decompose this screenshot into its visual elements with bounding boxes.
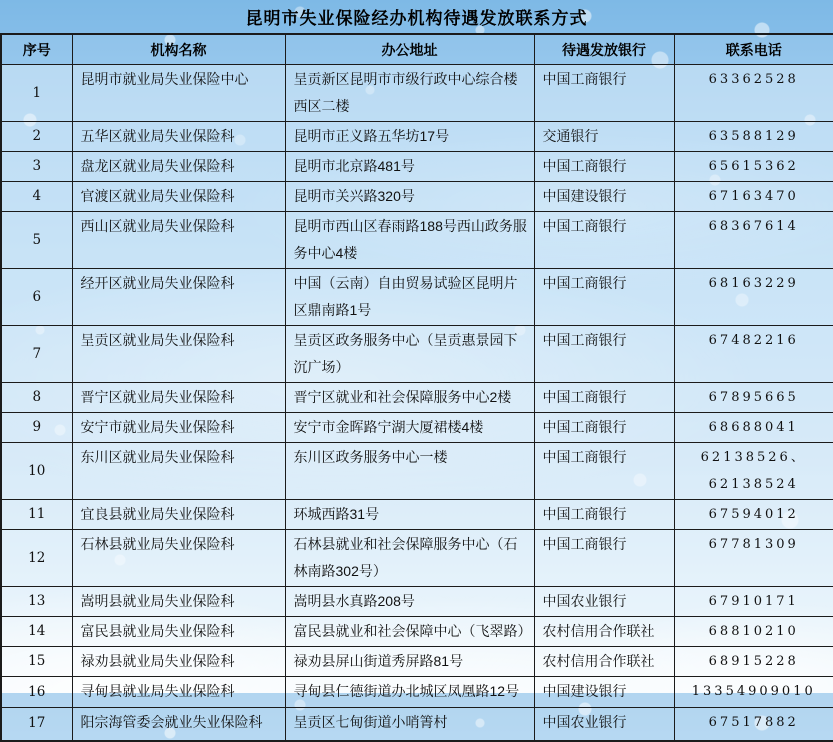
cell-phone: 65615362 xyxy=(674,152,833,182)
cell-phone: 68915228 xyxy=(674,647,833,677)
cell-seq: 6 xyxy=(1,269,72,326)
cell-seq: 13 xyxy=(1,587,72,617)
cell-seq: 10 xyxy=(1,443,72,500)
cell-bank: 中国农业银行 xyxy=(534,587,674,617)
column-header-4: 联系电话 xyxy=(674,34,833,65)
cell-address: 富民县就业和社会保障中心（飞翠路） xyxy=(285,617,534,647)
cell-address: 昆明市西山区春雨路188号西山政务服务中心4楼 xyxy=(285,212,534,269)
cell-seq: 2 xyxy=(1,122,72,152)
cell-seq: 17 xyxy=(1,708,72,741)
cell-name: 安宁市就业局失业保险科 xyxy=(72,413,285,443)
cell-name: 官渡区就业局失业保险科 xyxy=(72,182,285,212)
cell-address: 昆明市关兴路320号 xyxy=(285,182,534,212)
cell-bank: 中国工商银行 xyxy=(534,212,674,269)
table-row xyxy=(1,212,833,269)
cell-address: 呈贡新区昆明市市级行政中心综合楼西区二楼 xyxy=(285,65,534,122)
cell-address: 呈贡区政务服务中心（呈贡惠景园下沉广场） xyxy=(285,326,534,383)
cell-bank: 交通银行 xyxy=(534,122,674,152)
table-row xyxy=(1,500,833,530)
cell-name: 石林县就业局失业保险科 xyxy=(72,530,285,587)
cell-address: 呈贡区七甸街道小哨箐村 xyxy=(285,708,534,741)
cell-name: 经开区就业局失业保险科 xyxy=(72,269,285,326)
cell-address: 石林县就业和社会保障服务中心（石林南路302号） xyxy=(285,530,534,587)
cell-name: 西山区就业局失业保险科 xyxy=(72,212,285,269)
table-row xyxy=(1,182,833,212)
cell-address: 嵩明县水真路208号 xyxy=(285,587,534,617)
cell-phone: 13354909010 xyxy=(674,677,833,708)
cell-name: 东川区就业局失业保险科 xyxy=(72,443,285,500)
cell-phone: 68163229 xyxy=(674,269,833,326)
cell-seq: 12 xyxy=(1,530,72,587)
table-row xyxy=(1,152,833,182)
cell-address: 安宁市金晖路宁湖大厦裙楼4楼 xyxy=(285,413,534,443)
table-row xyxy=(1,587,833,617)
cell-phone: 67517882 xyxy=(674,708,833,741)
table-body xyxy=(1,65,833,741)
column-header-1: 机构名称 xyxy=(72,34,285,65)
cell-seq: 1 xyxy=(1,65,72,122)
cell-name: 禄劝县就业局失业保险科 xyxy=(72,647,285,677)
header-row xyxy=(1,34,833,65)
cell-bank: 中国工商银行 xyxy=(534,383,674,413)
table-row xyxy=(1,708,833,741)
cell-bank: 中国工商银行 xyxy=(534,326,674,383)
column-header-3: 待遇发放银行 xyxy=(534,34,674,65)
cell-name: 寻甸县就业局失业保险科 xyxy=(72,677,285,708)
cell-address: 环城西路31号 xyxy=(285,500,534,530)
column-header-0: 序号 xyxy=(1,34,72,65)
cell-phone: 67895665 xyxy=(674,383,833,413)
table-row xyxy=(1,530,833,587)
cell-seq: 4 xyxy=(1,182,72,212)
table-row xyxy=(1,383,833,413)
cell-address: 晋宁区就业和社会保障服务中心2楼 xyxy=(285,383,534,413)
cell-phone: 67482216 xyxy=(674,326,833,383)
cell-seq: 8 xyxy=(1,383,72,413)
cell-name: 宜良县就业局失业保险科 xyxy=(72,500,285,530)
cell-bank: 中国农业银行 xyxy=(534,708,674,741)
cell-address: 寻甸县仁德街道办北城区凤凰路12号 xyxy=(285,677,534,708)
cell-bank: 中国建设银行 xyxy=(534,677,674,708)
cell-name: 盘龙区就业局失业保险科 xyxy=(72,152,285,182)
cell-seq: 3 xyxy=(1,152,72,182)
cell-name: 富民县就业局失业保险科 xyxy=(72,617,285,647)
cell-name: 呈贡区就业局失业保险科 xyxy=(72,326,285,383)
cell-name: 晋宁区就业局失业保险科 xyxy=(72,383,285,413)
cell-seq: 14 xyxy=(1,617,72,647)
cell-name: 嵩明县就业局失业保险科 xyxy=(72,587,285,617)
cell-bank: 中国建设银行 xyxy=(534,182,674,212)
cell-address: 昆明市北京路481号 xyxy=(285,152,534,182)
cell-bank: 中国工商银行 xyxy=(534,530,674,587)
cell-bank: 中国工商银行 xyxy=(534,152,674,182)
cell-address: 东川区政务服务中心一楼 xyxy=(285,443,534,500)
cell-seq: 9 xyxy=(1,413,72,443)
cell-phone: 68367614 xyxy=(674,212,833,269)
cell-name: 昆明市就业局失业保险中心 xyxy=(72,65,285,122)
cell-bank: 中国工商银行 xyxy=(534,269,674,326)
cell-phone: 67781309 xyxy=(674,530,833,587)
cell-phone: 68688041 xyxy=(674,413,833,443)
contact-table xyxy=(0,33,833,742)
cell-seq: 7 xyxy=(1,326,72,383)
cell-bank: 农村信用合作联社 xyxy=(534,617,674,647)
cell-phone: 63588129 xyxy=(674,122,833,152)
cell-phone: 67163470 xyxy=(674,182,833,212)
cell-name: 五华区就业局失业保险科 xyxy=(72,122,285,152)
cell-seq: 5 xyxy=(1,212,72,269)
cell-phone: 63362528 xyxy=(674,65,833,122)
table-row xyxy=(1,677,833,708)
cell-name: 阳宗海管委会就业失业保险科 xyxy=(72,708,285,741)
table-row xyxy=(1,443,833,500)
cell-bank: 中国工商银行 xyxy=(534,500,674,530)
cell-phone: 68810210 xyxy=(674,617,833,647)
cell-phone: 62138526、62138524 xyxy=(674,443,833,500)
table-row xyxy=(1,269,833,326)
table-row xyxy=(1,647,833,677)
cell-bank: 中国工商银行 xyxy=(534,65,674,122)
cell-seq: 16 xyxy=(1,677,72,708)
table-row xyxy=(1,65,833,122)
cell-address: 禄劝县屏山街道秀屏路81号 xyxy=(285,647,534,677)
cell-seq: 15 xyxy=(1,647,72,677)
cell-phone: 67594012 xyxy=(674,500,833,530)
cell-bank: 中国工商银行 xyxy=(534,443,674,500)
cell-address: 中国（云南）自由贸易试验区昆明片区鼎南路1号 xyxy=(285,269,534,326)
table-row xyxy=(1,617,833,647)
cell-seq: 11 xyxy=(1,500,72,530)
column-header-2: 办公地址 xyxy=(285,34,534,65)
page-title: 昆明市失业保险经办机构待遇发放联系方式 xyxy=(245,9,588,28)
cell-phone: 67910171 xyxy=(674,587,833,617)
table-row xyxy=(1,122,833,152)
cell-address: 昆明市正义路五华坊17号 xyxy=(285,122,534,152)
table-row xyxy=(1,326,833,383)
cell-bank: 农村信用合作联社 xyxy=(534,647,674,677)
table-row xyxy=(1,413,833,443)
cell-bank: 中国工商银行 xyxy=(534,413,674,443)
